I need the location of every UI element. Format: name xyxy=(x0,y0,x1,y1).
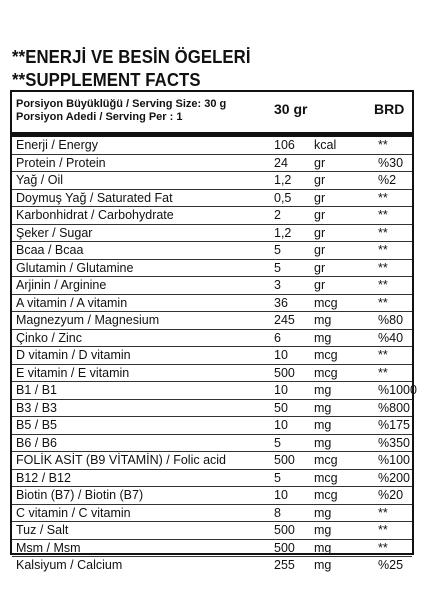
table-row xyxy=(12,242,412,260)
nutrient-brd: %200 xyxy=(378,470,410,485)
nutrient-value: 500 xyxy=(274,453,295,467)
table-row xyxy=(12,470,412,488)
nutrient-value: 500 xyxy=(274,365,295,380)
nutrient-value: 255 xyxy=(274,558,295,572)
nutrient-brd: %20 xyxy=(378,488,404,502)
nutrient-unit: mg xyxy=(314,505,332,520)
nutrient-value: 24 xyxy=(274,155,288,170)
nutrient-brd: %2 xyxy=(378,173,397,187)
table-row xyxy=(12,505,412,523)
nutrient-unit: mg xyxy=(314,418,332,432)
nutrient-value: 10 xyxy=(274,418,288,432)
nutrient-brd: ** xyxy=(378,540,388,555)
nutrient-name: Doymuş Yağ / Saturated Fat xyxy=(16,190,173,205)
nutrient-brd: %800 xyxy=(378,400,410,415)
table-row xyxy=(12,382,417,400)
nutrient-value: 5 xyxy=(274,260,281,275)
nutrient-unit: mcg xyxy=(314,488,338,502)
nutrient-brd: ** xyxy=(378,260,388,275)
table-row xyxy=(12,435,412,453)
nutrient-unit: mg xyxy=(314,435,332,450)
nutrient-unit: gr xyxy=(314,243,326,257)
table-row xyxy=(12,295,412,313)
nutrient-brd: %40 xyxy=(378,330,404,345)
serving-size: Porsiyon Büyüklüğü / Serving Size: 30 g xyxy=(16,98,227,110)
nutrient-value: 10 xyxy=(274,348,288,362)
table-row xyxy=(12,260,412,278)
supplement-facts-table xyxy=(10,90,417,572)
nutrient-unit: mg xyxy=(314,330,332,345)
nutrient-brd: ** xyxy=(378,225,388,240)
nutrient-brd: ** xyxy=(378,295,388,310)
table-row xyxy=(12,330,412,348)
nutrient-unit: gr xyxy=(314,155,326,170)
nutrient-unit: mcg xyxy=(314,365,338,380)
nutrient-brd: %100 xyxy=(378,453,410,467)
amount-header: 30 gr xyxy=(274,101,308,117)
nutrient-name: Bcaa / Bcaa xyxy=(16,243,84,257)
table-row xyxy=(12,155,412,173)
nutrient-name: C vitamin / C vitamin xyxy=(16,505,131,520)
nutrient-value: 500 xyxy=(274,523,295,537)
table-row xyxy=(12,540,412,558)
nutrient-value: 5 xyxy=(274,435,281,450)
nutrient-value: 5 xyxy=(274,243,281,257)
serving-per: Porsiyon Adedi / Serving Per : 1 xyxy=(16,111,183,123)
nutrient-value: 245 xyxy=(274,313,295,327)
nutrient-unit: mcg xyxy=(314,295,338,310)
nutrient-name: Şeker / Sugar xyxy=(16,225,93,240)
nutrient-name: Karbonhidrat / Carbohydrate xyxy=(16,208,174,222)
nutrient-name: B3 / B3 xyxy=(16,400,57,415)
title-block xyxy=(12,46,269,92)
nutrient-brd: %80 xyxy=(378,313,404,327)
nutrient-unit: gr xyxy=(314,208,326,222)
nutrient-unit: mg xyxy=(314,523,332,537)
nutrient-unit: mg xyxy=(314,558,332,572)
nutrient-value: 36 xyxy=(274,295,288,310)
nutrient-unit: mg xyxy=(314,313,332,327)
nutrient-value: 1,2 xyxy=(274,173,292,187)
nutrient-value: 0,5 xyxy=(274,190,292,205)
nutrient-name: Çinko / Zinc xyxy=(16,330,82,345)
nutrient-brd: %1000 xyxy=(378,383,417,397)
table-row xyxy=(12,312,412,330)
nutrient-name: FOLİK ASİT (B9 VİTAMİN) / Folic acid xyxy=(16,453,227,467)
nutrient-name: Kalsiyum / Calcium xyxy=(16,558,123,572)
table-row xyxy=(12,557,412,575)
nutrient-name: Biotin (B7) / Biotin (B7) xyxy=(16,488,144,502)
table-row xyxy=(12,190,412,208)
nutrient-brd: ** xyxy=(378,365,388,380)
nutrient-name: E vitamin / E vitamin xyxy=(16,365,130,380)
nutrient-brd: %25 xyxy=(378,558,404,572)
nutrient-name: Arjinin / Arginine xyxy=(16,278,107,292)
nutrient-value: 6 xyxy=(274,330,281,345)
nutrient-value: 5 xyxy=(274,470,281,485)
nutrient-name: B5 / B5 xyxy=(16,418,57,432)
brd-header: BRD xyxy=(374,101,405,117)
nutrient-unit: mg xyxy=(314,540,332,555)
table-row xyxy=(12,137,412,155)
nutrient-name: B12 / B12 xyxy=(16,470,71,485)
nutrient-unit: gr xyxy=(314,225,326,240)
serving-info xyxy=(16,98,226,124)
nutrient-unit: mcg xyxy=(314,348,338,362)
nutrient-name: B1 / B1 xyxy=(16,383,57,397)
nutrient-value: 2 xyxy=(274,208,281,222)
nutrient-value: 8 xyxy=(274,505,281,520)
nutrient-unit: gr xyxy=(314,173,326,187)
nutrient-brd: ** xyxy=(378,348,388,362)
nutrient-brd: ** xyxy=(378,523,388,537)
table-header xyxy=(12,92,412,137)
nutrient-brd: ** xyxy=(378,505,388,520)
nutrient-name: Magnezyum / Magnesium xyxy=(16,313,160,327)
nutrient-brd: %30 xyxy=(378,155,404,170)
nutrient-unit: mg xyxy=(314,400,332,415)
nutrient-name: Yağ / Oil xyxy=(16,173,64,187)
table-row xyxy=(12,207,412,225)
nutrient-name: Glutamin / Glutamine xyxy=(16,260,134,275)
title-turkish: **ENERJİ VE BESİN ÖGELERİ xyxy=(12,47,251,67)
nutrient-name: Enerji / Energy xyxy=(16,138,98,152)
table-row xyxy=(12,400,412,418)
nutrient-value: 1,2 xyxy=(274,225,292,240)
nutrient-brd: ** xyxy=(378,243,388,257)
nutrient-brd: ** xyxy=(378,208,388,222)
nutrient-brd: ** xyxy=(378,278,388,292)
nutrient-brd: ** xyxy=(378,138,388,152)
nutrient-brd: %350 xyxy=(378,435,410,450)
table-row xyxy=(12,277,412,295)
nutrient-value: 50 xyxy=(274,400,288,415)
table-row xyxy=(12,172,412,190)
nutrient-unit: kcal xyxy=(314,138,337,152)
table-row xyxy=(12,452,412,470)
nutrient-unit: mg xyxy=(314,383,332,397)
table-row xyxy=(12,225,412,243)
nutrient-unit: mcg xyxy=(314,470,338,485)
table-row xyxy=(12,487,412,505)
nutrient-unit: gr xyxy=(314,190,326,205)
table-row xyxy=(12,365,412,383)
title-english: **SUPPLEMENT FACTS xyxy=(12,70,201,90)
nutrient-brd: %175 xyxy=(378,418,410,432)
nutrient-rows xyxy=(12,137,417,575)
nutrient-unit: gr xyxy=(314,260,326,275)
nutrient-name: D vitamin / D vitamin xyxy=(16,348,131,362)
nutrient-value: 3 xyxy=(274,278,281,292)
nutrient-name: A vitamin / A vitamin xyxy=(16,295,128,310)
nutrient-value: 10 xyxy=(274,488,288,502)
nutrient-name: Protein / Protein xyxy=(16,155,106,170)
nutrient-brd: ** xyxy=(378,190,388,205)
nutrient-unit: gr xyxy=(314,278,326,292)
nutrient-value: 106 xyxy=(274,138,295,152)
table-row xyxy=(12,522,412,540)
nutrient-value: 10 xyxy=(274,383,288,397)
nutrient-name: B6 / B6 xyxy=(16,435,57,450)
nutrient-name: Tuz / Salt xyxy=(16,523,69,537)
nutrient-unit: mcg xyxy=(314,453,338,467)
table-row xyxy=(12,417,412,435)
table-row xyxy=(12,347,412,365)
nutrient-value: 500 xyxy=(274,540,295,555)
nutrient-name: Msm / Msm xyxy=(16,540,81,555)
